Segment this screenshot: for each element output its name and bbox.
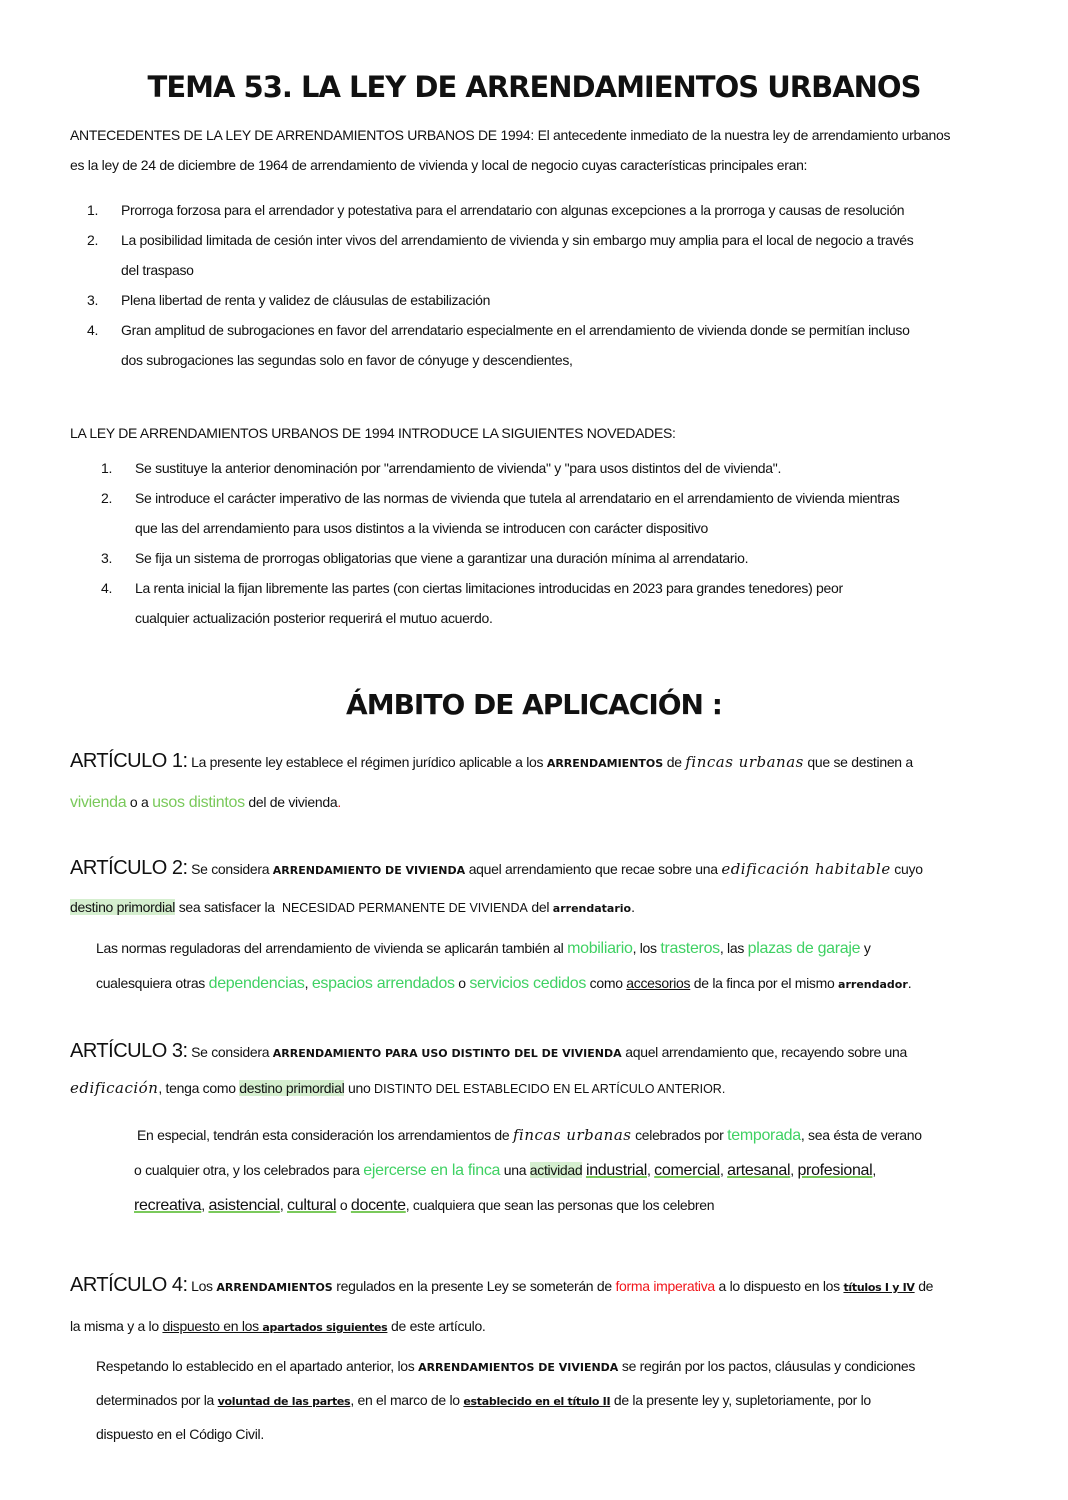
- text: Se considera: [187, 1044, 273, 1060]
- item-number: 1.: [87, 202, 99, 218]
- underlined-term: comercial: [654, 1162, 720, 1179]
- article-2-line: [70, 889, 1005, 927]
- text: o a: [126, 794, 153, 810]
- list-item: [101, 453, 1005, 483]
- text: Las normas reguladoras del arrendamiento de vivienda se aplicarán también al: [96, 940, 568, 956]
- green-term: ejercerse en la finca: [363, 1162, 501, 1179]
- item-text: Gran amplitud de subrogaciones en favor del arrendatario especialmente en el arrendamiento de vivienda donde se permitían incluso: [121, 322, 910, 338]
- underlined-term: accesorios: [626, 975, 691, 991]
- text: aquel arrendamiento que recae sobre una: [465, 861, 722, 877]
- text: del de vivienda: [244, 794, 338, 810]
- article-4-line: [70, 1307, 1005, 1347]
- item-number: 4.: [87, 322, 99, 338]
- highlighted-term: destino primordial: [239, 1080, 345, 1096]
- item-text: Prorroga forzosa para el arrendador y potestativa para el arrendatario con algunas excepciones a la prorroga y causas de resolución: [121, 202, 905, 218]
- underlined-term: recreativa: [134, 1197, 202, 1214]
- article-2-paragraph: [96, 931, 1006, 1002]
- text: como: [586, 975, 627, 991]
- text: dispuesto en el Código Civil.: [96, 1426, 264, 1442]
- article-label: ARTÍCULO 3:: [70, 1040, 188, 1062]
- text: de la finca por el mismo: [690, 975, 839, 991]
- paragraph-line: [96, 1350, 1006, 1384]
- caps-term: DISTINTO DEL ESTABLECIDO EN EL ARTÍCULO ANTERIOR.: [374, 1082, 726, 1096]
- text: Se considera: [187, 861, 273, 877]
- item-number: 3.: [87, 292, 99, 308]
- text: , sea ésta de verano: [800, 1127, 922, 1143]
- text: Respetando lo establecido en el apartado anterior, los: [96, 1358, 419, 1374]
- article-3-line: [70, 1071, 1005, 1106]
- text: , las: [719, 940, 748, 956]
- item-number: 4.: [101, 580, 113, 596]
- bold-term: arrendador: [838, 978, 908, 991]
- green-term: vivienda: [70, 794, 127, 811]
- item-number: 1.: [101, 460, 113, 476]
- text: la misma y a lo: [70, 1318, 163, 1334]
- text: , cualquiera que sean las personas que los celebren: [405, 1197, 715, 1213]
- text: cuyo: [890, 861, 923, 877]
- item-text: Se fija un sistema de prorrogas obligatorias que viene a garantizar una duración mínima al arrendatario.: [135, 550, 749, 566]
- item-text: dos subrogaciones las segundas solo en favor de cónyuge y descendientes,: [121, 352, 573, 368]
- bold-underlined-term: títulos I y IV: [843, 1281, 915, 1294]
- text: celebrados por: [631, 1127, 728, 1143]
- underlined-term: industrial: [585, 1162, 647, 1179]
- text: de este artículo.: [387, 1318, 486, 1334]
- text: sea satisfacer la: [175, 899, 282, 915]
- underlined-term: docente: [350, 1197, 406, 1214]
- text: regulados en la presente Ley se someterán de: [332, 1278, 616, 1294]
- intro-line: ANTECEDENTES DE LA LEY DE ARRENDAMIENTOS URBANOS DE 1994: El antecedente inmediato de la nuestra ley de arrendamiento urbanos: [70, 127, 951, 143]
- caps-term: NECESIDAD PERMANENTE DE VIVIENDA: [281, 901, 528, 915]
- green-term: usos distintos: [152, 794, 245, 811]
- text: ,: [719, 1162, 728, 1178]
- paragraph-line: [96, 1418, 1006, 1450]
- bold-term: ARRENDAMIENTOS: [546, 757, 664, 770]
- bold-term: ARRENDAMIENTOS DE VIVIENDA: [418, 1361, 619, 1374]
- script-term: fincas urbanas: [685, 753, 804, 771]
- paragraph-line: [96, 1384, 1006, 1418]
- text: o: [454, 975, 470, 991]
- novedades-heading: LA LEY DE ARRENDAMIENTOS URBANOS DE 1994 INTRODUCE LA SIGUIENTES NOVEDADES:: [70, 425, 676, 441]
- text: y: [860, 940, 871, 956]
- text: .: [337, 794, 341, 810]
- article-4-paragraph: [96, 1350, 1006, 1450]
- text: que se destinen a: [803, 754, 913, 770]
- paragraph-line: [96, 966, 1006, 1002]
- bold-term: ARRENDAMIENTOS: [216, 1281, 333, 1294]
- list-item: [101, 543, 1005, 573]
- green-term: temporada: [727, 1127, 801, 1144]
- text: .: [907, 975, 912, 991]
- paragraph-line: [137, 1118, 1007, 1153]
- script-term: edificación habitable: [721, 860, 891, 878]
- item-text: que las del arrendamiento para usos distintos a la vivienda se introducen con carácter dispositivo: [135, 520, 708, 536]
- paragraph-line: [134, 1188, 1007, 1223]
- ambito-title: ÁMBITO DE APLICACIÓN :: [346, 688, 722, 721]
- underlined-term: profesional: [797, 1162, 873, 1179]
- green-term: trasteros: [660, 940, 720, 957]
- article-1-line: [70, 742, 1005, 783]
- item-number: 2.: [87, 232, 99, 248]
- antecedentes-list: [87, 195, 1001, 375]
- text: de: [663, 754, 686, 770]
- text: o: [336, 1197, 351, 1213]
- article-2-line: [70, 850, 1005, 889]
- novedades-list: [101, 453, 1005, 633]
- underlined-term: dispuesto en los: [162, 1318, 263, 1334]
- list-item: [87, 225, 1001, 285]
- text: ,: [872, 1162, 877, 1178]
- list-item: [101, 573, 1005, 633]
- article-3-paragraph: [134, 1118, 1007, 1223]
- text: a lo dispuesto en los: [714, 1278, 844, 1294]
- text: de: [914, 1278, 934, 1294]
- bold-term: ARRENDAMIENTO PARA USO DISTINTO DEL DE VIVIENDA: [272, 1047, 622, 1060]
- list-item: [87, 285, 1001, 315]
- article-1: [70, 742, 1005, 822]
- article-4-line: [70, 1266, 1005, 1307]
- text: ,: [790, 1162, 798, 1178]
- article-1-line: [70, 783, 1005, 822]
- green-term: espacios arrendados: [311, 975, 455, 992]
- text: cualesquiera otras: [96, 975, 209, 991]
- text: ,: [201, 1197, 209, 1213]
- underlined-term: asistencial: [208, 1197, 280, 1214]
- underlined-term: artesanal: [727, 1162, 791, 1179]
- bold-underlined-term: voluntad de las partes: [217, 1395, 351, 1408]
- article-3-line: [70, 1034, 1005, 1071]
- paragraph-line: [134, 1153, 1007, 1188]
- text: determinados por la: [96, 1392, 218, 1408]
- text: del: [527, 899, 553, 915]
- text: se regirán por los pactos, cláusulas y condiciones: [618, 1358, 916, 1374]
- text: La presente ley establece el régimen jurídico aplicable a los: [187, 754, 547, 770]
- article-label: ARTÍCULO 4:: [70, 1274, 188, 1296]
- article-2: [70, 850, 1005, 927]
- article-4: [70, 1266, 1005, 1347]
- text: ,: [646, 1162, 655, 1178]
- item-text: Se introduce el carácter imperativo de las normas de vivienda que tutela al arrendatario en el arrendamiento de vivienda mientras: [135, 490, 900, 506]
- list-item: [87, 195, 1001, 225]
- item-text: Se sustituye la anterior denominación por "arrendamiento de vivienda" y "para usos distintos del de vivienda".: [135, 460, 782, 476]
- document-title: TEMA 53. LA LEY DE ARRENDAMIENTOS URBANOS: [147, 70, 921, 104]
- text: o cualquier otra, y los celebrados para: [134, 1162, 364, 1178]
- text: ,: [279, 1197, 288, 1213]
- green-term: dependencias: [208, 975, 305, 992]
- text: aquel arrendamiento que, recayendo sobre una: [621, 1044, 908, 1060]
- list-item: [101, 483, 1005, 543]
- article-label: ARTÍCULO 1:: [70, 750, 188, 772]
- intro-line: es la ley de 24 de diciembre de 1964 de arrendamiento de vivienda y local de negocio cuyas características principales eran:: [70, 157, 808, 173]
- text: .: [631, 899, 635, 915]
- item-text: del traspaso: [121, 262, 194, 278]
- script-term: fincas urbanas: [512, 1126, 632, 1144]
- text: , los: [632, 940, 661, 956]
- underlined-term: cultural: [287, 1197, 337, 1214]
- bold-underlined-term: establecido en el título II: [463, 1395, 611, 1408]
- item-number: 2.: [101, 490, 113, 506]
- text: Los: [187, 1278, 217, 1294]
- highlighted-term: actividad: [529, 1162, 583, 1178]
- text: , tenga como: [158, 1080, 240, 1096]
- bold-term: arrendatario: [552, 902, 632, 915]
- text: ,: [304, 975, 312, 991]
- script-term: edificación: [70, 1079, 159, 1097]
- text: de la presente ley y, supletoriamente, por lo: [610, 1392, 871, 1408]
- text: uno: [344, 1080, 375, 1096]
- text: En especial, tendrán esta consideración los arrendamientos de: [137, 1127, 513, 1143]
- antecedentes-intro: [70, 120, 1000, 180]
- green-term: mobiliario: [567, 940, 633, 957]
- green-term: servicios cedidos: [469, 975, 587, 992]
- bold-underlined-term: apartados siguientes: [262, 1321, 388, 1334]
- highlighted-term: destino primordial: [70, 899, 176, 915]
- paragraph-line: [96, 931, 1006, 966]
- article-3: [70, 1034, 1005, 1106]
- red-term: forma imperativa: [615, 1278, 715, 1294]
- green-term: plazas de garaje: [747, 940, 861, 957]
- text: , en el marco de lo: [350, 1392, 464, 1408]
- item-text: La renta inicial la fijan libremente las partes (con ciertas limitaciones introducidas en 2023 para grandes tenedores) peor: [135, 580, 843, 596]
- item-number: 3.: [101, 550, 113, 566]
- list-item: [87, 315, 1001, 375]
- item-text: Plena libertad de renta y validez de cláusulas de estabilización: [121, 292, 491, 308]
- text: una: [500, 1162, 530, 1178]
- item-text: La posibilidad limitada de cesión inter vivos del arrendamiento de vivienda y sin embargo muy amplia para el local de negocio a través: [121, 232, 914, 248]
- bold-term: ARRENDAMIENTO DE VIVIENDA: [272, 864, 466, 877]
- item-text: cualquier actualización posterior requerirá el mutuo acuerdo.: [135, 610, 493, 626]
- article-label: ARTÍCULO 2:: [70, 857, 188, 879]
